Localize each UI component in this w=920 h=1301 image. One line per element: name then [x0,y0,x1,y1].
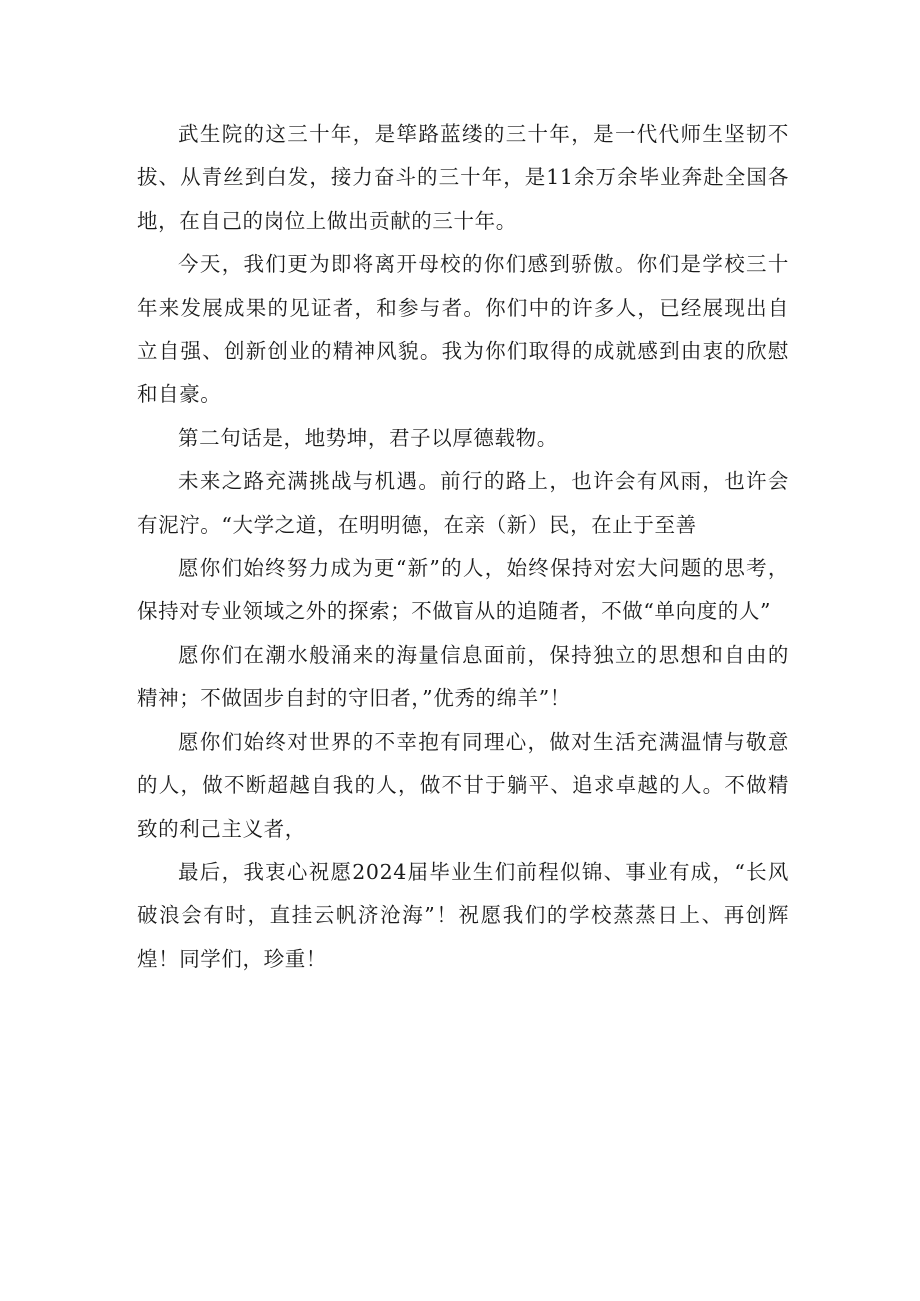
paragraph-thirty-years: 武生院的这三十年，是筚路蓝缕的三十年，是一代代师生坚韧不拔、从青丝到白发，接力奋斗的三十年，是11余万余毕业奔赴全国各地，在自己的岗位上做出贡献的三十年。 [137,122,789,233]
paragraph-second-saying: 第二句话是，地势坤，君子以厚德载物。 [178,425,558,450]
paragraph-final-blessing: 最后，我衷心祝愿2024届毕业生们前程似锦、事业有成，“长风破浪会有时，直挂云帆济沧海”！祝愿我们的学校蒸蒸日上、再创辉煌！同学们，珍重！ [137,859,789,971]
document-body [137,113,789,981]
paragraph-wish-empathy: 愿你们始终对世界的不幸抱有同理心，做对生活充满温情与敬意的人，做不断超越自我的人，做不甘于躺平、追求卓越的人。不做精致的利己主义者， [137,729,789,841]
paragraph-pride-in-graduates: 今天，我们更为即将离开母校的你们感到骄傲。你们是学校三十年来发展成果的见证者，和参与者。你们中的许多人，已经展现出自立自强、创新创业的精神风貌。我为你们取得的成就感到由衷的欣慰和自豪。 [137,252,789,407]
paragraph-wish-new-person: 愿你们始终努力成为更“新”的人，始终保持对宏大问题的思考，保持对专业领域之外的探索；不做盲从的追随者，不做“单向度的人” [137,556,789,624]
paragraph-wish-independent-thought: 愿你们在潮水般涌来的海量信息面前，保持独立的思想和自由的精神；不做固步自封的守旧者，”优秀的绵羊”！ [137,642,789,711]
paragraph-future-road: 未来之路充满挑战与机遇。前行的路上，也许会有风雨，也许会有泥泞。“大学之道，在明明德，在亲（新）民，在止于至善 [137,469,789,537]
